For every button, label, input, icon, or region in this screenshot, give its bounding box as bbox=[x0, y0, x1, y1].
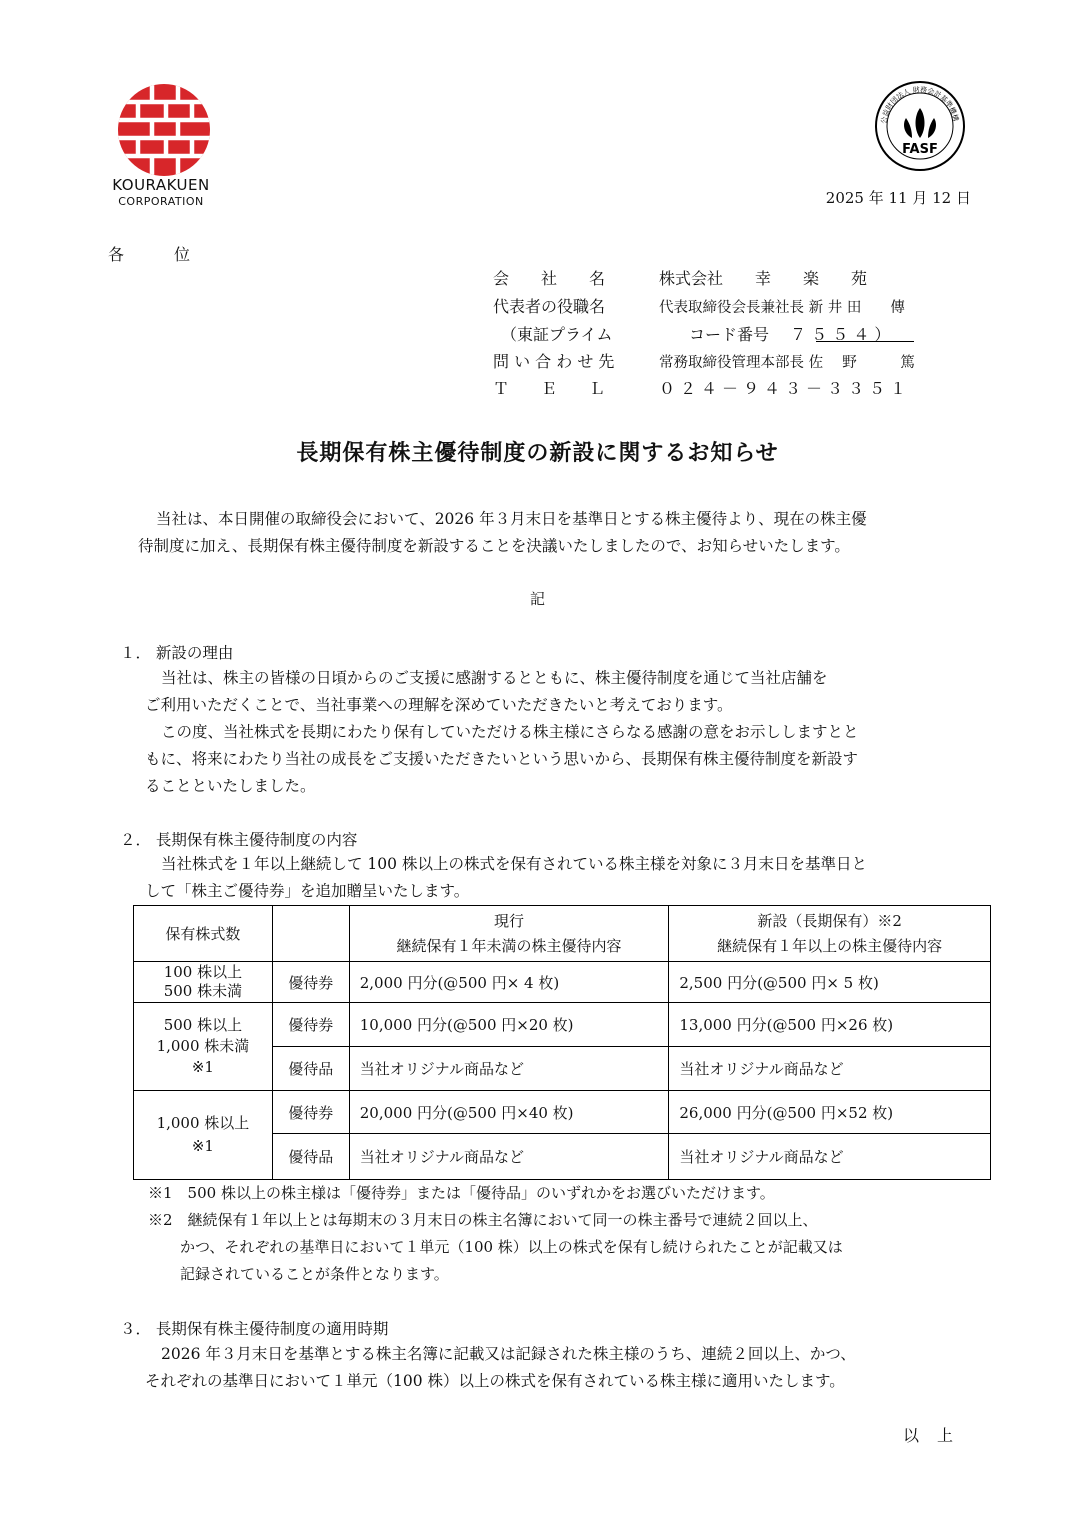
text-line: この度、当社株式を長期にわたり保有していただける株主様にさらなる感謝の意をお示ししますとと bbox=[161, 723, 859, 741]
kourakuen-globe-icon bbox=[114, 80, 214, 180]
shares-text: ※1 bbox=[191, 1137, 214, 1155]
svg-text:公益財団法人 財務会計基準機構 会員: 公益財団法人 財務会計基準機構 bbox=[879, 85, 960, 125]
text-line: して「株主ご優待券」を追加贈呈いたします。 bbox=[145, 882, 470, 900]
closing-mark: 以上 bbox=[902, 1426, 971, 1445]
type-cell: 優待品 bbox=[272, 1047, 349, 1091]
shares-cell bbox=[134, 1003, 273, 1091]
intro-paragraph bbox=[138, 506, 978, 560]
type-cell: 優待券 bbox=[272, 1091, 349, 1134]
section2-heading: ２． 長期保有株主優待制度の内容 bbox=[120, 831, 358, 849]
table-header-row bbox=[134, 906, 991, 962]
header-text: 新設（長期保有）※2 bbox=[757, 911, 902, 930]
text-line: 当社は、本日開催の取締役会において、2026 年３月末日を基準日とする株主優待より、現在の株主優 bbox=[156, 510, 867, 528]
section1-heading: １． 新設の理由 bbox=[120, 644, 234, 662]
header-cell-type bbox=[272, 906, 349, 962]
benefit-table bbox=[133, 905, 991, 1180]
new-cell: 26,000 円分(@500 円×52 枚) bbox=[669, 1091, 991, 1134]
table-row bbox=[134, 962, 991, 1003]
header-cell-current bbox=[349, 906, 669, 962]
current-cell: 当社オリジナル商品など bbox=[349, 1134, 669, 1180]
text-line: 2026 年３月末日を基準とする株主名簿に記載又は記録された株主様のうち、連続２回以上、かつ、 bbox=[161, 1345, 856, 1363]
section3-heading: ３． 長期保有株主優待制度の適用時期 bbox=[120, 1320, 389, 1338]
info-value: 常務取締役管理本部長 佐 野 篤 bbox=[659, 355, 915, 371]
section3-body bbox=[145, 1341, 980, 1395]
company-info-row bbox=[493, 266, 867, 289]
current-cell: 20,000 円分(@500 円×40 枚) bbox=[349, 1091, 669, 1134]
text-line: 当社株式を１年以上継続して 100 株以上の株式を保有されている株主様を対象に３月末日を基準日と bbox=[161, 855, 867, 873]
info-label: Ｔ Ｅ Ｌ bbox=[493, 379, 606, 398]
note-line: ※1 500 株以上の株主様は「優待券」または「優待品」のいずれかをお選びいただけます。 bbox=[148, 1184, 775, 1202]
shares-cell bbox=[134, 962, 273, 1003]
text-line: 待制度に加え、長期保有株主優待制度を新設することを決議いたしましたので、お知らせいたします。 bbox=[138, 537, 850, 555]
document-title: 長期保有株主優待制度の新設に関するお知らせ bbox=[296, 440, 779, 466]
current-cell: 10,000 円分(@500 円×20 枚) bbox=[349, 1003, 669, 1047]
ki-mark: 記 bbox=[529, 590, 545, 608]
info-value: 代表取締役会長兼社長 新 井 田 傳 bbox=[659, 300, 905, 316]
fasf-seal-icon bbox=[874, 80, 966, 172]
text-line: 当社は、株主の皆様の日頃からのご支援に感謝するとともに、株主優待制度を通じて当社店舗を bbox=[161, 669, 828, 687]
fasf-seal bbox=[874, 80, 966, 172]
info-label: 問 い 合 わ せ 先 bbox=[493, 352, 615, 371]
current-cell: 当社オリジナル商品など bbox=[349, 1047, 669, 1091]
new-cell: 当社オリジナル商品など bbox=[669, 1134, 991, 1180]
company-info-row bbox=[493, 376, 911, 399]
table-row bbox=[134, 1003, 991, 1047]
info-label: （東証プライム bbox=[493, 325, 613, 344]
shares-text: 500 株未満 bbox=[163, 982, 243, 1000]
note-line: ※2 継続保有１年以上とは毎期末の３月末日の株主名簿において同一の株主番号で連続２回以上、 bbox=[148, 1211, 818, 1229]
shares-text: ※1 bbox=[191, 1058, 214, 1076]
header-cell-new bbox=[669, 906, 991, 962]
company-info-row bbox=[493, 349, 915, 372]
header-cell-shares: 保有株式数 bbox=[134, 906, 273, 962]
note-line: 記録されていることが条件となります。 bbox=[180, 1265, 449, 1283]
new-cell: 当社オリジナル商品など bbox=[669, 1047, 991, 1091]
text-line: ることといたしました。 bbox=[145, 777, 316, 795]
type-cell: 優待品 bbox=[272, 1134, 349, 1180]
addressee: 各位 bbox=[108, 245, 241, 264]
new-cell: 13,000 円分(@500 円×26 枚) bbox=[669, 1003, 991, 1047]
section2-body bbox=[145, 851, 980, 905]
shares-cell bbox=[134, 1091, 273, 1180]
shares-text: 1,000 株以上 bbox=[156, 1114, 250, 1132]
info-label: 会 社 名 bbox=[493, 269, 606, 288]
current-cell: 2,000 円分(@500 円× 4 枚) bbox=[349, 962, 669, 1003]
shares-text: 100 株以上 bbox=[163, 963, 243, 981]
text-line: もに、将来にわたり当社の成長をご支援いただきたいという思いから、長期保有株主優待制度を新設す bbox=[145, 750, 859, 768]
header-text: 継続保有１年未満の株主優待内容 bbox=[396, 936, 622, 955]
kourakuen-logo bbox=[104, 80, 222, 184]
text-line: それぞれの基準日において１単元（100 株）以上の株式を保有されている株主様に適用いたします。 bbox=[145, 1372, 845, 1390]
new-cell: 2,500 円分(@500 円× 5 枚) bbox=[669, 962, 991, 1003]
type-cell: 優待券 bbox=[272, 1003, 349, 1047]
note-line: かつ、それぞれの基準日において１単元（100 株）以上の株式を保有し続けられたことが記載又は bbox=[180, 1238, 843, 1256]
info-value: ０２４－９４３－３３５１ bbox=[659, 379, 912, 398]
logo-text-corporation: CORPORATION bbox=[118, 195, 204, 208]
text-line: ご利用いただくことで、当社事業への理解を深めていただきたいと考えております。 bbox=[145, 696, 733, 714]
header-text: 継続保有１年以上の株主優待内容 bbox=[717, 936, 943, 955]
document-date: 2025 年 11 月 12 日 bbox=[825, 189, 971, 207]
info-value: 株式会社 幸 楽 苑 bbox=[659, 269, 868, 288]
info-label: 代表者の役職名 bbox=[493, 297, 606, 316]
code-underline bbox=[816, 341, 914, 342]
header-text: 現行 bbox=[494, 911, 525, 930]
shares-text: 1,000 株未満 bbox=[156, 1037, 250, 1055]
section1-body bbox=[145, 665, 980, 800]
fasf-text: FASF bbox=[902, 142, 938, 157]
table-notes bbox=[148, 1180, 978, 1288]
shares-text: 500 株以上 bbox=[163, 1016, 243, 1034]
company-info-row bbox=[493, 294, 905, 317]
table-row bbox=[134, 1091, 991, 1134]
type-cell: 優待券 bbox=[272, 962, 349, 1003]
logo-text-kourakuen: KOURAKUEN bbox=[112, 176, 210, 194]
info-value: コード番号 ７ ５ ５ ４ ） bbox=[689, 325, 891, 344]
